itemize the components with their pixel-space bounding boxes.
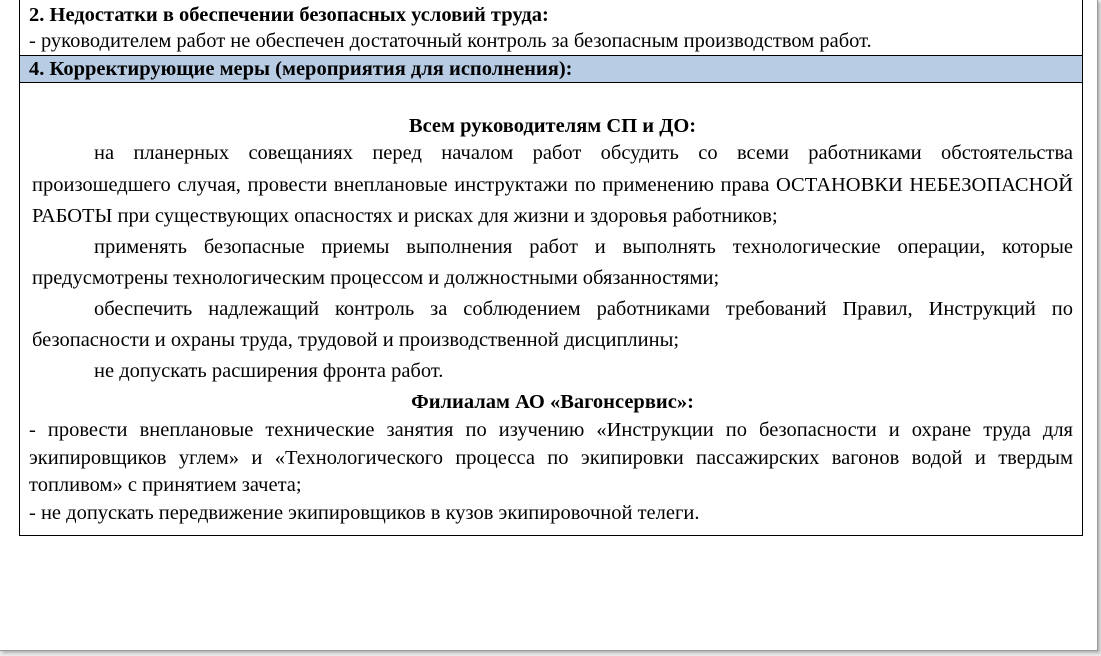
section-4-title: 4. Корректирующие меры (мероприятия для исполнения): [20, 55, 1082, 82]
bullet-item [32, 356, 1073, 388]
section-4-body [20, 82, 1082, 535]
branch-item: - не допускать передвижение экипировщиков в кузов экипировочной телеги. [29, 501, 700, 524]
bullet-text: применять безопасные приемы выполнения работ и выполнять технологические операции, которые предусмотрены технологическим процессом и должностными обязанностями; [32, 235, 1073, 289]
section-2-text: - руководителем работ не обеспечен достаточный контроль за безопасным производством работ. [29, 30, 872, 52]
bullet-text: обеспечить надлежащий контроль за соблюдением работниками требований Правил, Инструкций по безопасности и охраны труда, трудовой и производственной дисциплины; [32, 297, 1073, 351]
heading-managers: Всем руководителям СП и ДО: [408, 115, 697, 137]
bullet-text: не допускать расширения фронта работ. [94, 359, 444, 382]
bullet-item [32, 138, 1073, 233]
bullet-text: на планерных совещаниях перед началом работ обсудить со всеми работниками обстоятельства произошедшего случая, провести внеплановые инструктажи по применению права ОСТАНОВКИ НЕБЕЗОПАСНОЙ РАБОТЫ при существующих опасностях и рисках для жизни и здоровья работников; [32, 142, 1073, 227]
heading-branches: Филиалам АО «Вагонсервис»: [411, 391, 694, 413]
report-table [19, 0, 1083, 536]
section-2-title: 2. Недостатки в обеспечении безопасных условий труда: [29, 4, 549, 26]
bullet-item [32, 294, 1073, 357]
section-2-block [20, 0, 1082, 55]
branch-item: - провести внеплановые технические занятия по изучению «Инструкции по безопасности и охране труда для экипировщиков углем» и «Технологического процесса по экипировки пассажирских вагонов водой и твердым топливом» с принятием зачета; [29, 419, 1073, 496]
bullet-item [32, 232, 1073, 295]
